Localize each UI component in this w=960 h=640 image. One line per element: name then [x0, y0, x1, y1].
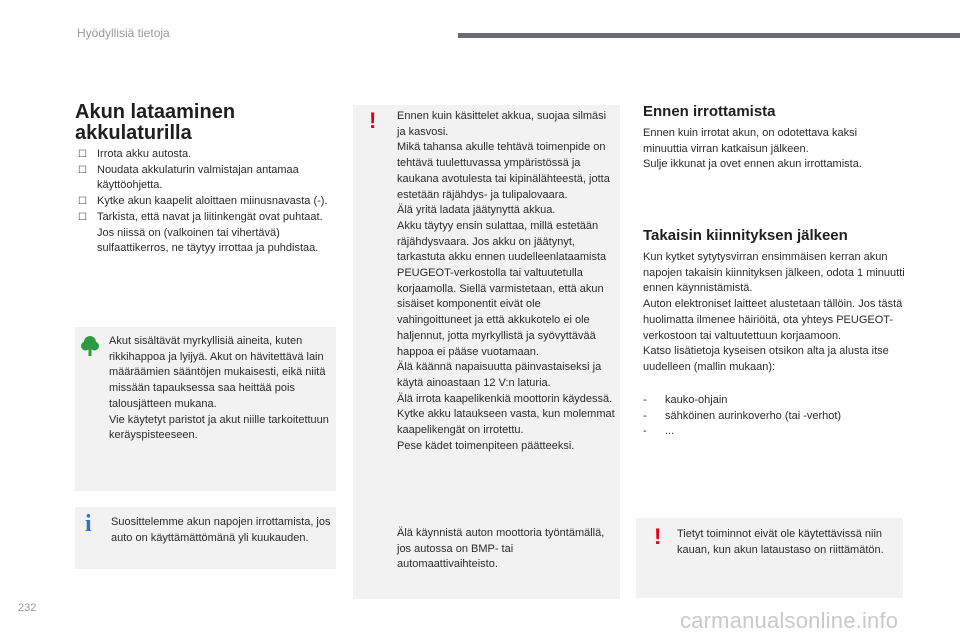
checkbox-icon: ☐ — [78, 164, 87, 176]
checkbox-icon: ☐ — [78, 149, 87, 160]
eco-note-text: Akut sisältävät myrkyllisiä aineita, kuten rikkihappoa ja lyijyä. Akut on hävitettävä lain määräämien sääntöjen mukaisesti, eikä niitä missään tapauksessa saa heittää pois talousjätteen mukana. Vie käytetyt paristot ja akut niille tarkoitettuun keräyspisteeseen. — [109, 335, 329, 442]
header-bar — [458, 33, 960, 38]
section-title-after-reconnect: Takaisin kiinnityksen jälkeen — [643, 227, 848, 244]
list-item: ☐ Noudata akkulaturin valmistajan antamaa käyttöohjetta. — [78, 163, 299, 192]
page-number: 232 — [18, 602, 37, 614]
list-item: ☐ Tarkista, että navat ja liitinkengät ovat puhtaat. Jos niissä on (valkoinen tai vihertävä) sulfaattikerros, ne täytyy irrottaa ja puhdistaa. — [78, 210, 323, 255]
battery-warning-text: Tietyt toiminnot eivät ole käytettävissä niin kauan, kun akun lataustaso on riittämätön. — [677, 528, 884, 556]
list-item: - ... — [643, 425, 675, 438]
list-item: - sähköinen aurinkoverho (tai -verhot) — [643, 409, 842, 422]
battery-warning-box — [636, 518, 903, 598]
checkbox-icon: ☐ — [78, 211, 87, 223]
info-note-text: Suosittelemme akun napojen irrottamista, jos auto on käyttämättömänä yli kuukauden. — [111, 516, 331, 544]
info-icon: i — [85, 511, 92, 537]
section-title-before-disconnect: Ennen irrottamista — [643, 103, 776, 120]
list-item: - kauko-ohjain — [643, 394, 728, 406]
warning-exclamation-icon: ! — [369, 108, 377, 133]
after-reconnect-text: Kun kytket sytytysvirran ensimmäisen kerran akun napojen takaisin kiinnityksen jälkeen, odota 1 minuutti ennen käynnistämistä. Auton elektroniset laitteet alustetaan tällöin. Jos tästä huolimatta ilmenee häiriöitä, ota yhteys PEUGEOT-verkostoon tai valtuutettuun korjaamoon. Katso lisätietoja kyseisen otsikon alta ja alusta itse uudelleen (mallin mukaan): — [643, 251, 905, 373]
info-note-box — [75, 507, 336, 569]
before-disconnect-text: Ennen kuin irrotat akun, on odotettava kaksi minuuttia virran katkaisun jälkeen. Sulje ikkunat ja ovet ennen akun irrottamista. — [643, 127, 862, 171]
warning-exclamation-icon: ! — [654, 524, 662, 549]
warning-text: Ennen kuin käsittelet akkua, suojaa silmäsi ja kasvosi. Mikä tahansa akulle tehtävä toimenpide on tehtävä tuulettuvassa ympäristössä ja kaukana avotulesta tai kipinälähteestä, jotta estetään räjähdys- ja tulipalovaara. Älä yritä ladata jäätynyttä akkua. Akku täytyy ensin sulattaa, millä estetään räjähdysvaara. Jos akku on jäätynyt, tarkastuta akku ennen uudelleenlataamista PEUGEOT-verkostolla tai valtuutetulla korjaamolla. Siellä varmistetaan, että akun sisäiset komponentit eivät ole vahingoittuneet ja että akkukotelo ei ole haljennut, jotta myrkyllistä ja syövyttävää happoa ei pääse vuotamaan. Älä käännä napaisuutta päinvastaiseksi ja käytä ainoastaan 12 V:n laturia. Älä irrota kaapelikenkiä moottorin käydessä. Kytke akku lataukseen vasta, kun molemmat kaapelikengät on irrotettu. Pese kädet toimenpiteen päätteeksi. — [397, 110, 615, 452]
warning-box — [353, 105, 620, 599]
checkbox-icon: ☐ — [78, 196, 87, 208]
tree-icon — [81, 335, 99, 362]
eco-note-box — [75, 327, 336, 491]
list-item: ☐ Irrota akku autosta. — [77, 147, 339, 163]
running-header: Hyödyllisiä tietoja — [77, 26, 170, 40]
charging-steps-list — [77, 147, 339, 257]
section-title-charging: Akun lataaminen akkulaturilla — [75, 101, 236, 144]
reinit-list — [643, 393, 903, 440]
list-item: ☐ Kytke akun kaapelit aloittaen miinusnavasta (-). — [77, 194, 339, 210]
warning-text-push-start: Älä käynnistä auton moottoria työntämällä, jos autossa on BMP- tai automaattivaihteisto. — [397, 527, 605, 571]
watermark: carmanualsonline.info — [680, 608, 899, 633]
